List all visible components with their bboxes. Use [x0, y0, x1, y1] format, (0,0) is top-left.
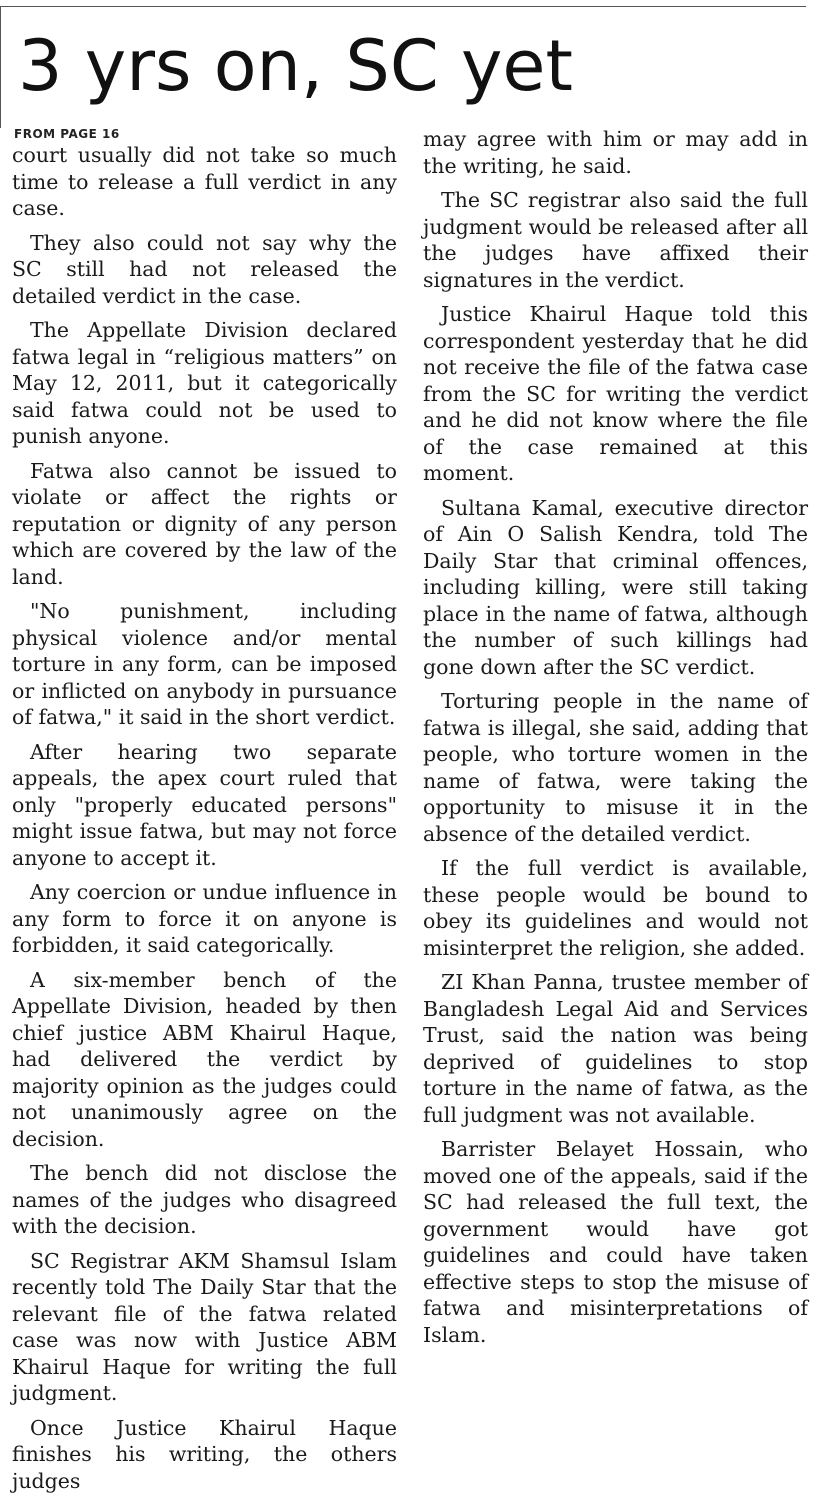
headline: 3 yrs on, SC yet: [18, 25, 573, 107]
paragraph: may agree with him or may add in the writing, he said.: [423, 127, 808, 178]
paragraph: "No punishment, including physical violence and/or mental torture in any form, can be imposed or inflicted on anybody in pursuance of fatwa," it said in the short verdict.: [12, 599, 397, 729]
top-border-rule: [0, 6, 806, 7]
paragraph: Justice Khairul Haque told this correspondent yesterday that he did not receive the file of the fatwa case from the SC for writing the verdict and he did not know where the file of the case remained at this moment.: [423, 302, 808, 485]
paragraph: After hearing two separate appeals, the apex court ruled that only "properly educated persons" might issue fatwa, but may not force anyone to accept it.: [12, 739, 397, 870]
left-column: [12, 126, 397, 1502]
paragraph: A six-member bench of the Appellate Division, headed by then chief justice ABM Khairul Haque, had delivered the verdict by majority opinion as the judges could not unanimously agree on the decision.: [12, 967, 397, 1151]
paragraph: Any coercion or undue influence in any form to force it on anyone is forbidden, it said categorically.: [12, 880, 397, 957]
jump-kicker: FROM PAGE 16: [14, 127, 120, 141]
paragraph: Fatwa also cannot be issued to violate or affect the rights or reputation or dignity of any person which are covered by the law of the land.: [12, 458, 397, 589]
paragraph: The bench did not disclose the names of the judges who disagreed with the decision.: [12, 1161, 397, 1238]
left-border-rule: [0, 6, 1, 128]
paragraph: The Appellate Division declared fatwa legal in “religious matters” on May 12, 2011, but it categorically said fatwa could not be used to punish anyone.: [12, 318, 397, 448]
paragraph: Sultana Kamal, executive director of Ain O Salish Kendra, told The Daily Star that criminal offences, including killing, were still taking place in the name of fatwa, although the number of such killings had gone down after the SC verdict.: [423, 495, 808, 679]
paragraph: They also could not say why the SC still had not released the detailed verdict in the case.: [12, 230, 397, 308]
right-column: [423, 126, 808, 1356]
paragraph: Once Justice Khairul Haque finishes his writing, the others judges: [12, 1415, 397, 1493]
paragraph: court usually did not take so much time to release a full verdict in any case.: [12, 143, 397, 220]
paragraph: SC Registrar AKM Shamsul Islam recently told The Daily Star that the relevant file of the fatwa related case was now with Justice ABM Khairul Haque for writing the full judgment.: [12, 1248, 397, 1405]
paragraph: Barrister Belayet Hossain, who moved one of the appeals, said if the SC had released the full text, the government would have got guidelines and could have taken effective steps to stop the misuse of fatwa and misinterpretations of Islam.: [423, 1137, 808, 1347]
paragraph: ZI Khan Panna, trustee member of Bangladesh Legal Aid and Services Trust, said the nation was being deprived of guidelines to stop torture in the name of fatwa, as the full judgment was not available.: [423, 970, 808, 1127]
paragraph: The SC registrar also said the full judgment would be released after all the judges have affixed their signatures in the verdict.: [423, 188, 808, 292]
paragraph: Torturing people in the name of fatwa is illegal, she said, adding that people, who torture women in the name of fatwa, were taking the opportunity to misuse it in the absence of the detailed verdict.: [423, 689, 808, 846]
paragraph: If the full verdict is available, these people would be bound to obey its guidelines and would not misinterpret the religion, she added.: [423, 856, 808, 960]
